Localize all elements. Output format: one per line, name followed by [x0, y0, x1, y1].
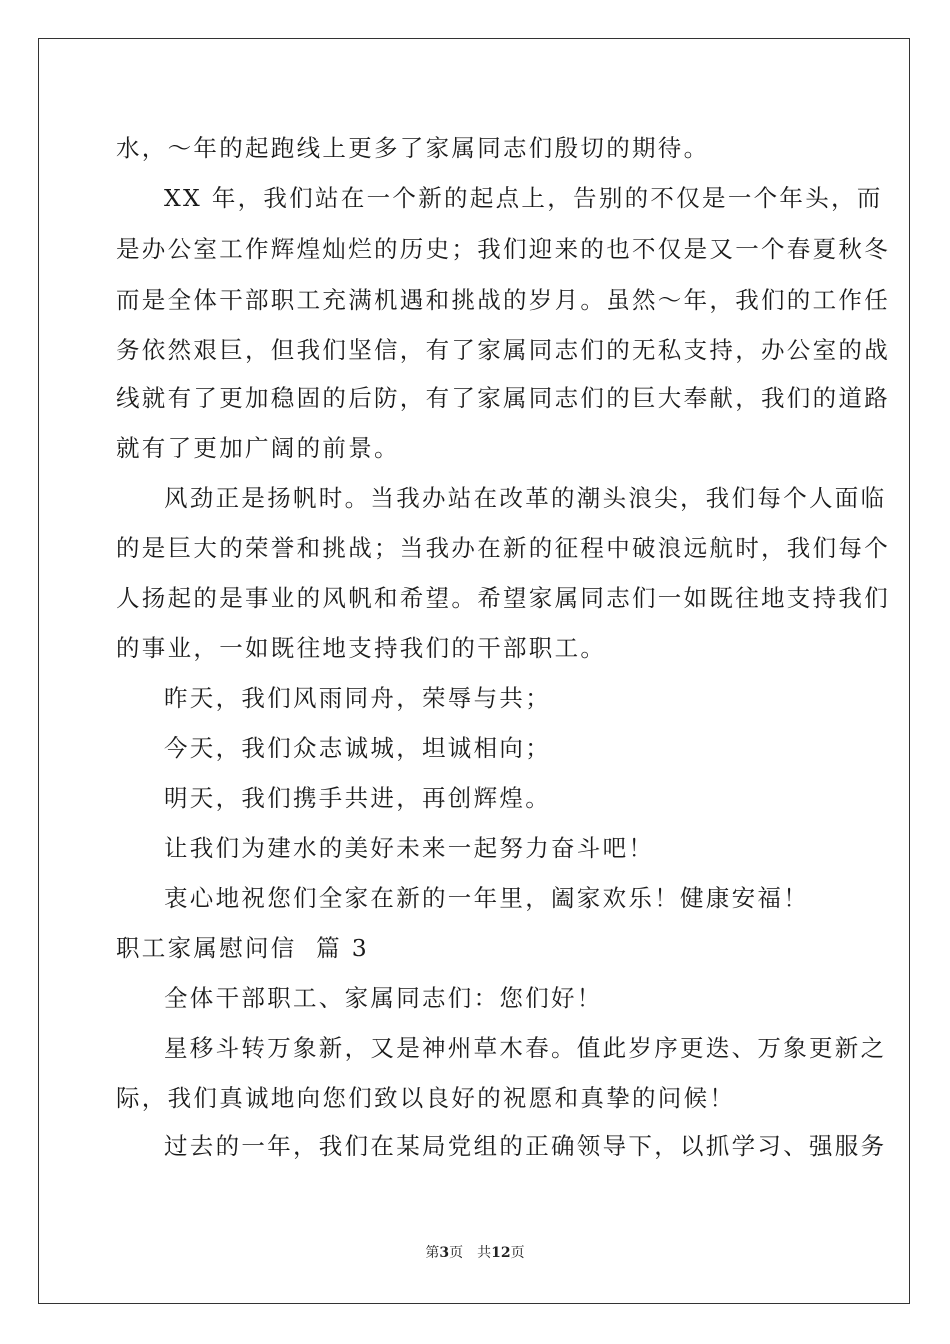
- page-current: 3: [439, 1245, 450, 1261]
- text-line: 际，我们真诚地向您们致以良好的祝愿和真挚的问候！: [116, 1084, 736, 1112]
- text-line: 而是全体干部职工充满机遇和挑战的岁月。虽然～年，我们的工作任: [116, 286, 890, 314]
- text-line: 明天，我们携手共进，再创辉煌。: [164, 784, 551, 812]
- text-line: 全体干部职工、家属同志们：您们好！: [164, 984, 603, 1012]
- text-line: 的事业，一如既往地支持我们的干部职工。: [116, 634, 607, 662]
- section-heading: 职工家属慰问信 篇 3: [116, 934, 369, 962]
- page-unit: 页: [449, 1245, 464, 1261]
- text-line: 是办公室工作辉煌灿烂的历史；我们迎来的也不仅是又一个春夏秋冬: [116, 235, 890, 263]
- text-line: 线就有了更加稳固的后防，有了家属同志们的巨大奉献，我们的道路: [116, 384, 890, 412]
- text-line: 昨天，我们风雨同舟，荣辱与共；: [164, 684, 551, 712]
- page-footer: [0, 1244, 950, 1262]
- total-prefix: 共: [477, 1245, 492, 1261]
- text-line: 今天，我们众志诚城，坦诚相向；: [164, 734, 551, 762]
- text-line: 风劲正是扬帆时。当我办站在改革的潮头浪尖，我们每个人面临: [164, 484, 887, 512]
- page-prefix: 第: [425, 1245, 440, 1261]
- text-line: 衷心地祝您们全家在新的一年里，阖家欢乐！健康安福！: [164, 884, 809, 912]
- text-line: 的是巨大的荣誉和挑战；当我办在新的征程中破浪远航时，我们每个: [116, 534, 890, 562]
- text-line: 星移斗转万象新，又是神州草木春。值此岁序更迭、万象更新之: [164, 1034, 887, 1062]
- page-total: 12: [491, 1245, 511, 1261]
- text-line: XX 年，我们站在一个新的起点上，告别的不仅是一个年头，而: [164, 184, 883, 212]
- text-line: 就有了更加广阔的前景。: [116, 434, 400, 462]
- total-unit: 页: [510, 1245, 525, 1261]
- text-line: 让我们为建水的美好未来一起努力奋斗吧！: [164, 834, 655, 862]
- text-line: 水，～年的起跑线上更多了家属同志们殷切的期待。: [116, 134, 710, 162]
- text-line: 人扬起的是事业的风帆和希望。希望家属同志们一如既往地支持我们: [116, 584, 890, 612]
- text-line: 过去的一年，我们在某局党组的正确领导下，以抓学习、强服务: [164, 1132, 887, 1160]
- page-border: [38, 38, 910, 1304]
- text-line: 务依然艰巨，但我们坚信，有了家属同志们的无私支持，办公室的战: [116, 336, 890, 364]
